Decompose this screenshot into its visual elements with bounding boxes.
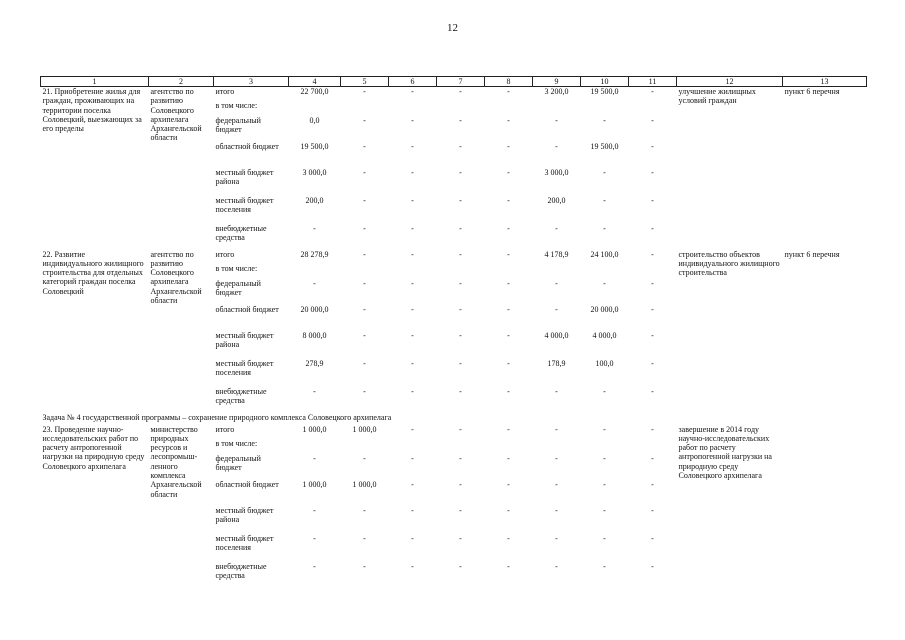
amount-cell: - [363, 249, 366, 259]
amount-cell [289, 101, 341, 116]
amount-cell: - [651, 87, 654, 96]
amount-cell: - [651, 167, 654, 177]
amount-cell: - [411, 249, 414, 259]
amount-cell: - [651, 561, 654, 571]
amount-cell: - [507, 87, 510, 96]
amount-cell: - [459, 424, 462, 434]
amount-cell: - [507, 167, 510, 177]
amount-cell: - [363, 505, 366, 515]
amount-cell: - [603, 505, 606, 515]
amount-cell [341, 264, 389, 279]
amount-cell: - [459, 141, 462, 151]
amount-cell: - [313, 505, 316, 515]
event-cell: 23. Проведение научно-исследовательских работ по расчету антропогенной нагрузки на природную среду Соловецкого архипелага [42, 424, 145, 471]
program-table [40, 76, 867, 588]
amount-cell: - [507, 561, 510, 571]
reference-cell: пункт 6 перечня [784, 249, 840, 259]
amount-cell: - [651, 249, 654, 259]
amount-cell: - [411, 195, 414, 205]
amount-cell: - [411, 278, 414, 288]
amount-cell: - [603, 424, 606, 434]
amount-cell: - [507, 453, 510, 463]
amount-cell: - [555, 386, 558, 396]
column-number-10: 10 [581, 77, 629, 87]
result-cell: строительство объектов индивидуального жилищного строительства [678, 249, 780, 278]
amount-cell: 19 500,0 [590, 87, 619, 96]
column-number-8: 8 [485, 77, 533, 87]
funding-source-cell: федеральный бюджет [215, 115, 261, 134]
amount-cell: - [363, 223, 366, 233]
amount-cell: - [507, 195, 510, 205]
funding-source-cell: областной бюджет [215, 304, 279, 314]
amount-cell [533, 101, 581, 116]
reference-cell: пункт 6 перечня [784, 87, 840, 96]
amount-cell: - [507, 505, 510, 515]
column-number-12: 12 [677, 77, 783, 87]
amount-cell: - [603, 223, 606, 233]
column-number-13: 13 [783, 77, 867, 87]
amount-cell: - [313, 278, 316, 288]
amount-cell: - [363, 195, 366, 205]
amount-cell: - [507, 533, 510, 543]
column-number-7: 7 [437, 77, 485, 87]
amount-cell: 28 278,9 [300, 249, 329, 259]
amount-cell [629, 101, 677, 116]
amount-cell: - [459, 358, 462, 368]
amount-cell: - [363, 278, 366, 288]
result-cell: улучшение жилищных условий граждан [678, 87, 756, 106]
amount-cell: - [507, 479, 510, 489]
amount-cell: - [555, 561, 558, 571]
amount-cell: - [459, 195, 462, 205]
amount-cell: - [363, 115, 366, 125]
funding-source-cell: внебюджетные средства [215, 561, 267, 580]
column-number-4: 4 [289, 77, 341, 87]
funding-source-cell: в том числе: [215, 263, 258, 273]
amount-cell: - [555, 304, 558, 314]
funding-source-cell: местный бюджет поселения [215, 533, 274, 552]
amount-cell: - [603, 453, 606, 463]
column-number-row [41, 77, 867, 87]
reference-cell [783, 425, 867, 588]
amount-cell: 200,0 [305, 195, 324, 205]
amount-cell: - [313, 533, 316, 543]
funding-source-cell: в том числе: [215, 438, 258, 448]
amount-cell: - [651, 505, 654, 515]
column-number-11: 11 [629, 77, 677, 87]
funding-source-cell: местный бюджет района [215, 330, 274, 349]
amount-cell: - [363, 561, 366, 571]
amount-cell: - [603, 167, 606, 177]
amount-cell: - [459, 115, 462, 125]
funding-source-cell: местный бюджет поселения [215, 358, 274, 377]
amount-cell: - [651, 115, 654, 125]
amount-cell: - [459, 167, 462, 177]
amount-cell: - [459, 330, 462, 340]
amount-cell: - [603, 195, 606, 205]
amount-cell: - [651, 278, 654, 288]
amount-cell: - [411, 167, 414, 177]
amount-cell: - [411, 358, 414, 368]
amount-cell: - [459, 533, 462, 543]
funding-source-cell: в том числе: [215, 100, 258, 110]
amount-cell [437, 439, 485, 454]
amount-cell: - [363, 330, 366, 340]
amount-cell: - [651, 223, 654, 233]
amount-cell: - [651, 386, 654, 396]
amount-cell: 8 000,0 [302, 330, 327, 340]
amount-cell: - [651, 479, 654, 489]
table-row [41, 425, 867, 439]
amount-cell: - [651, 195, 654, 205]
amount-cell: - [555, 479, 558, 489]
amount-cell [485, 264, 533, 279]
amount-cell: 0,0 [309, 115, 320, 125]
amount-cell: - [411, 141, 414, 151]
amount-cell: 20 000,0 [590, 304, 619, 314]
amount-cell: - [603, 479, 606, 489]
funding-source-cell: внебюджетные средства [215, 223, 267, 242]
amount-cell: 278,9 [305, 358, 324, 368]
amount-cell: - [555, 505, 558, 515]
amount-cell: - [313, 386, 316, 396]
amount-cell: - [555, 453, 558, 463]
amount-cell: 200,0 [547, 195, 566, 205]
amount-cell: - [555, 115, 558, 125]
amount-cell [629, 264, 677, 279]
amount-cell: - [363, 167, 366, 177]
amount-cell: - [459, 304, 462, 314]
amount-cell [581, 101, 629, 116]
amount-cell: - [507, 330, 510, 340]
amount-cell: - [313, 561, 316, 571]
amount-cell: - [651, 358, 654, 368]
amount-cell: - [507, 304, 510, 314]
funding-source-cell: внебюджетные средства [215, 386, 267, 405]
amount-cell [389, 439, 437, 454]
amount-cell: - [411, 424, 414, 434]
amount-cell: - [411, 561, 414, 571]
table-body [41, 77, 867, 588]
amount-cell: - [507, 424, 510, 434]
amount-cell: - [603, 278, 606, 288]
amount-cell: - [651, 424, 654, 434]
amount-cell: - [411, 115, 414, 125]
amount-cell: - [411, 330, 414, 340]
amount-cell: - [459, 386, 462, 396]
column-number-1: 1 [41, 77, 149, 87]
amount-cell: 3 000,0 [302, 167, 327, 177]
amount-cell [437, 264, 485, 279]
amount-cell: - [363, 386, 366, 396]
amount-cell [289, 264, 341, 279]
amount-cell: - [507, 249, 510, 259]
executor-cell: агентство по развитию Соловецкого архипелага Архангельской области [150, 87, 202, 143]
task-row [41, 413, 867, 425]
executor-cell: агентство по развитию Соловецкого архипелага Архангельской области [150, 249, 202, 305]
amount-cell: 1 000,0 [352, 424, 377, 434]
amount-cell: 100,0 [595, 358, 614, 368]
amount-cell [485, 439, 533, 454]
table-row [41, 87, 867, 101]
amount-cell: - [459, 561, 462, 571]
task-heading: Задача № 4 государственной программы – сохранение природного комплекса Соловецкого архипелага [42, 412, 392, 422]
amount-cell: - [411, 304, 414, 314]
amount-cell: - [603, 386, 606, 396]
column-number-2: 2 [149, 77, 214, 87]
amount-cell: - [459, 479, 462, 489]
column-number-5: 5 [341, 77, 389, 87]
amount-cell: - [363, 304, 366, 314]
funding-source-cell: итого [215, 424, 235, 434]
amount-cell: - [507, 115, 510, 125]
amount-cell: - [411, 87, 414, 96]
amount-cell [289, 439, 341, 454]
page-number: 12 [447, 22, 458, 34]
amount-cell: 20 000,0 [300, 304, 329, 314]
amount-cell: 1 000,0 [352, 479, 377, 489]
amount-cell [629, 439, 677, 454]
amount-cell: - [651, 304, 654, 314]
amount-cell: - [363, 141, 366, 151]
amount-cell: - [555, 533, 558, 543]
amount-cell: 24 100,0 [590, 249, 619, 259]
result-cell: завершение в 2014 году научно-исследовательских работ по расчету антропогенной нагрузки на природную среду Соловецкого архипелага [678, 424, 772, 480]
column-number-3: 3 [214, 77, 289, 87]
amount-cell: - [603, 561, 606, 571]
amount-cell: - [411, 223, 414, 233]
amount-cell: - [459, 87, 462, 96]
event-cell: 22. Развитие индивидуального жилищного строительства для отдельных категорий граждан поселка Соловецкий [42, 249, 144, 296]
executor-cell: министерство природных ресурсов и лесопромыш-ленного комплекса Архангельской области [150, 424, 202, 499]
amount-cell: - [555, 223, 558, 233]
amount-cell: 4 178,9 [544, 249, 569, 259]
amount-cell: - [651, 141, 654, 151]
amount-cell: - [651, 453, 654, 463]
amount-cell: - [313, 223, 316, 233]
amount-cell [581, 439, 629, 454]
amount-cell: 4 000,0 [592, 330, 617, 340]
amount-cell: - [651, 330, 654, 340]
amount-cell: 19 500,0 [300, 141, 329, 151]
column-number-6: 6 [389, 77, 437, 87]
amount-cell: - [459, 249, 462, 259]
amount-cell [533, 439, 581, 454]
amount-cell: - [411, 533, 414, 543]
amount-cell: - [507, 386, 510, 396]
funding-source-cell: местный бюджет поселения [215, 195, 274, 214]
amount-cell: - [603, 533, 606, 543]
amount-cell [341, 101, 389, 116]
amount-cell: 4 000,0 [544, 330, 569, 340]
amount-cell [389, 264, 437, 279]
amount-cell: - [459, 223, 462, 233]
amount-cell: - [555, 424, 558, 434]
amount-cell: - [603, 115, 606, 125]
amount-cell: 1 000,0 [302, 424, 327, 434]
amount-cell: 19 500,0 [590, 141, 619, 151]
amount-cell: - [313, 453, 316, 463]
amount-cell: 3 200,0 [544, 87, 569, 96]
amount-cell [485, 101, 533, 116]
amount-cell: - [459, 453, 462, 463]
funding-source-cell: федеральный бюджет [215, 453, 261, 472]
amount-cell: - [507, 223, 510, 233]
amount-cell: - [507, 358, 510, 368]
table-row [41, 250, 867, 264]
funding-source-cell: областной бюджет [215, 479, 279, 489]
amount-cell [533, 264, 581, 279]
funding-source-cell: итого [215, 249, 235, 259]
amount-cell: - [507, 141, 510, 151]
funding-source-cell: федеральный бюджет [215, 278, 261, 297]
amount-cell [389, 101, 437, 116]
funding-source-cell: областной бюджет [215, 141, 279, 151]
amount-cell [341, 439, 389, 454]
amount-cell: - [459, 505, 462, 515]
amount-cell: - [411, 386, 414, 396]
event-cell: 21. Приобретение жилья для граждан, проживающих на территории поселка Соловецкий, выезжающих за его пределы [42, 87, 142, 134]
amount-cell: - [363, 358, 366, 368]
amount-cell: - [411, 505, 414, 515]
amount-cell: 178,9 [547, 358, 566, 368]
amount-cell: 1 000,0 [302, 479, 327, 489]
amount-cell: - [411, 453, 414, 463]
column-number-9: 9 [533, 77, 581, 87]
amount-cell [581, 264, 629, 279]
amount-cell [437, 101, 485, 116]
amount-cell: - [363, 87, 366, 96]
amount-cell: - [363, 453, 366, 463]
funding-source-cell: местный бюджет района [215, 167, 274, 186]
amount-cell: - [555, 141, 558, 151]
amount-cell: - [555, 278, 558, 288]
amount-cell: 22 700,0 [300, 87, 329, 96]
amount-cell: - [411, 479, 414, 489]
amount-cell: - [459, 278, 462, 288]
amount-cell: - [363, 533, 366, 543]
amount-cell: - [507, 278, 510, 288]
amount-cell: 3 000,0 [544, 167, 569, 177]
funding-source-cell: итого [215, 87, 235, 96]
amount-cell: - [651, 533, 654, 543]
funding-source-cell: местный бюджет района [215, 505, 274, 524]
